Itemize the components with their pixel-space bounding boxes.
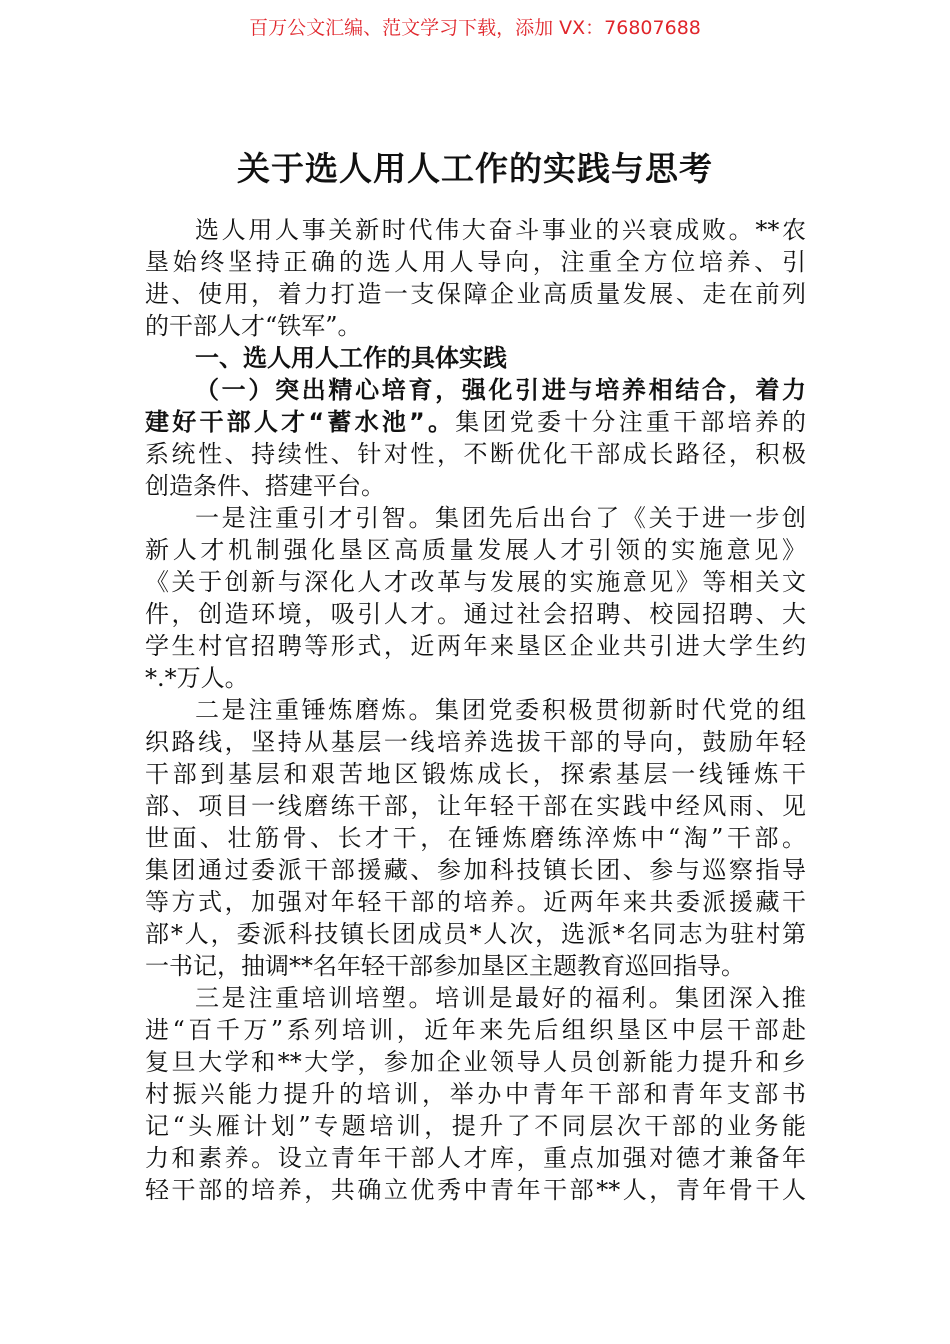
body-text: 一是注重引才引智。集团先后出台了《关于进一步创 [195,504,806,532]
text-line [145,342,806,374]
body-text: 部、项目一线磨练干部，让年轻干部在实践中经风雨、见 [145,792,806,820]
body-text: 轻干部的培养，共确立优秀中青年干部**人，青年骨干人 [145,1176,806,1204]
body-text: 干部到基层和艰苦地区锻炼成长，探索基层一线锤炼干 [145,760,806,788]
body-text: 集团通过委派干部援藏、参加科技镇长团、参与巡察指导 [145,856,806,884]
text-line [145,374,806,406]
text-line [145,1174,806,1206]
text-line [145,1142,806,1174]
text-line [145,534,806,566]
body-text: 复旦大学和**大学，参加企业领导人员创新能力提升和乡 [145,1048,806,1076]
body-text: 件，创造环境，吸引人才。通过社会招聘、校园招聘、大 [145,600,806,628]
bold-text: 建好干部人才“蓄水池”。 [145,408,456,436]
body-text: 选人用人事关新时代伟大奋斗事业的兴衰成败。**农 [195,216,806,244]
text-line [145,502,806,534]
body-text: 集团党委十分注重干部培养的 [455,408,806,436]
body-text: 力和素养。设立青年干部人才库，重点加强对德才兼备年 [145,1144,806,1172]
body-text: 的干部人才“铁军”。 [145,312,362,340]
text-line [145,726,806,758]
body-text: 一书记，抽调**名年轻干部参加垦区主题教育巡回指导。 [145,952,745,980]
body-text: 《关于创新与深化人才改革与发展的实施意见》等相关文 [145,568,806,596]
body-text: 三是注重培训培塑。培训是最好的福利。集团深入推 [195,984,806,1012]
text-line [145,950,806,982]
body-text: 记“头雁计划”专题培训，提升了不同层次干部的业务能 [145,1112,806,1140]
text-line [145,1110,806,1142]
text-line [145,822,806,854]
body-text: 等方式，加强对年轻干部的培养。近两年来共委派援藏干 [145,888,806,916]
text-line [145,758,806,790]
text-line [145,246,806,278]
text-line [145,406,806,438]
body-text: 部*人，委派科技镇长团成员*人次，选派*名同志为驻村第 [145,920,806,948]
text-line [145,918,806,950]
text-line [145,278,806,310]
text-line [145,598,806,630]
text-line [145,790,806,822]
body-text: 创造条件、搭建平台。 [145,472,385,500]
text-line [145,1014,806,1046]
body-text: 学生村官招聘等形式，近两年来垦区企业共引进大学生约 [145,632,806,660]
text-line [145,1046,806,1078]
body-text: *.*万人。 [145,664,249,692]
body-text: 二是注重锤炼磨炼。集团党委积极贯彻新时代党的组 [195,696,806,724]
body-text: 新人才机制强化垦区高质量发展人才引领的实施意见》 [145,536,806,564]
body-text: 垦始终坚持正确的选人用人导向，注重全方位培养、引 [145,248,806,276]
document-body [145,214,806,1206]
body-text: 村振兴能力提升的培训，举办中青年干部和青年支部书 [145,1080,806,1108]
bold-text: 一、选人用人工作的具体实践 [195,344,507,372]
body-text: 世面、壮筋骨、长才干，在锤炼磨练淬炼中“淘”干部。 [145,824,806,852]
text-line [145,662,806,694]
text-line [145,566,806,598]
text-line [145,694,806,726]
bold-text: （一）突出精心培育，强化引进与培养相结合，着力 [195,376,806,404]
document-title: 关于选人用人工作的实践与思考 [237,149,713,188]
text-line [145,214,806,246]
text-line [145,310,806,342]
text-line [145,982,806,1014]
text-line [145,438,806,470]
text-line [145,470,806,502]
body-text: 系统性、持续性、针对性，不断优化干部成长路径，积极 [145,440,806,468]
body-text: 进“百千万”系列培训，近年来先后组织垦区中层干部赴 [145,1016,806,1044]
text-line [145,854,806,886]
watermark-header: 百万公文汇编、范文学习下载，添加 VX：76807688 [249,17,701,39]
text-line [145,1078,806,1110]
body-text: 织路线，坚持从基层一线培养选拔干部的导向，鼓励年轻 [145,728,806,756]
text-line [145,630,806,662]
text-line [145,886,806,918]
body-text: 进、使用，着力打造一支保障企业高质量发展、走在前列 [145,280,806,308]
